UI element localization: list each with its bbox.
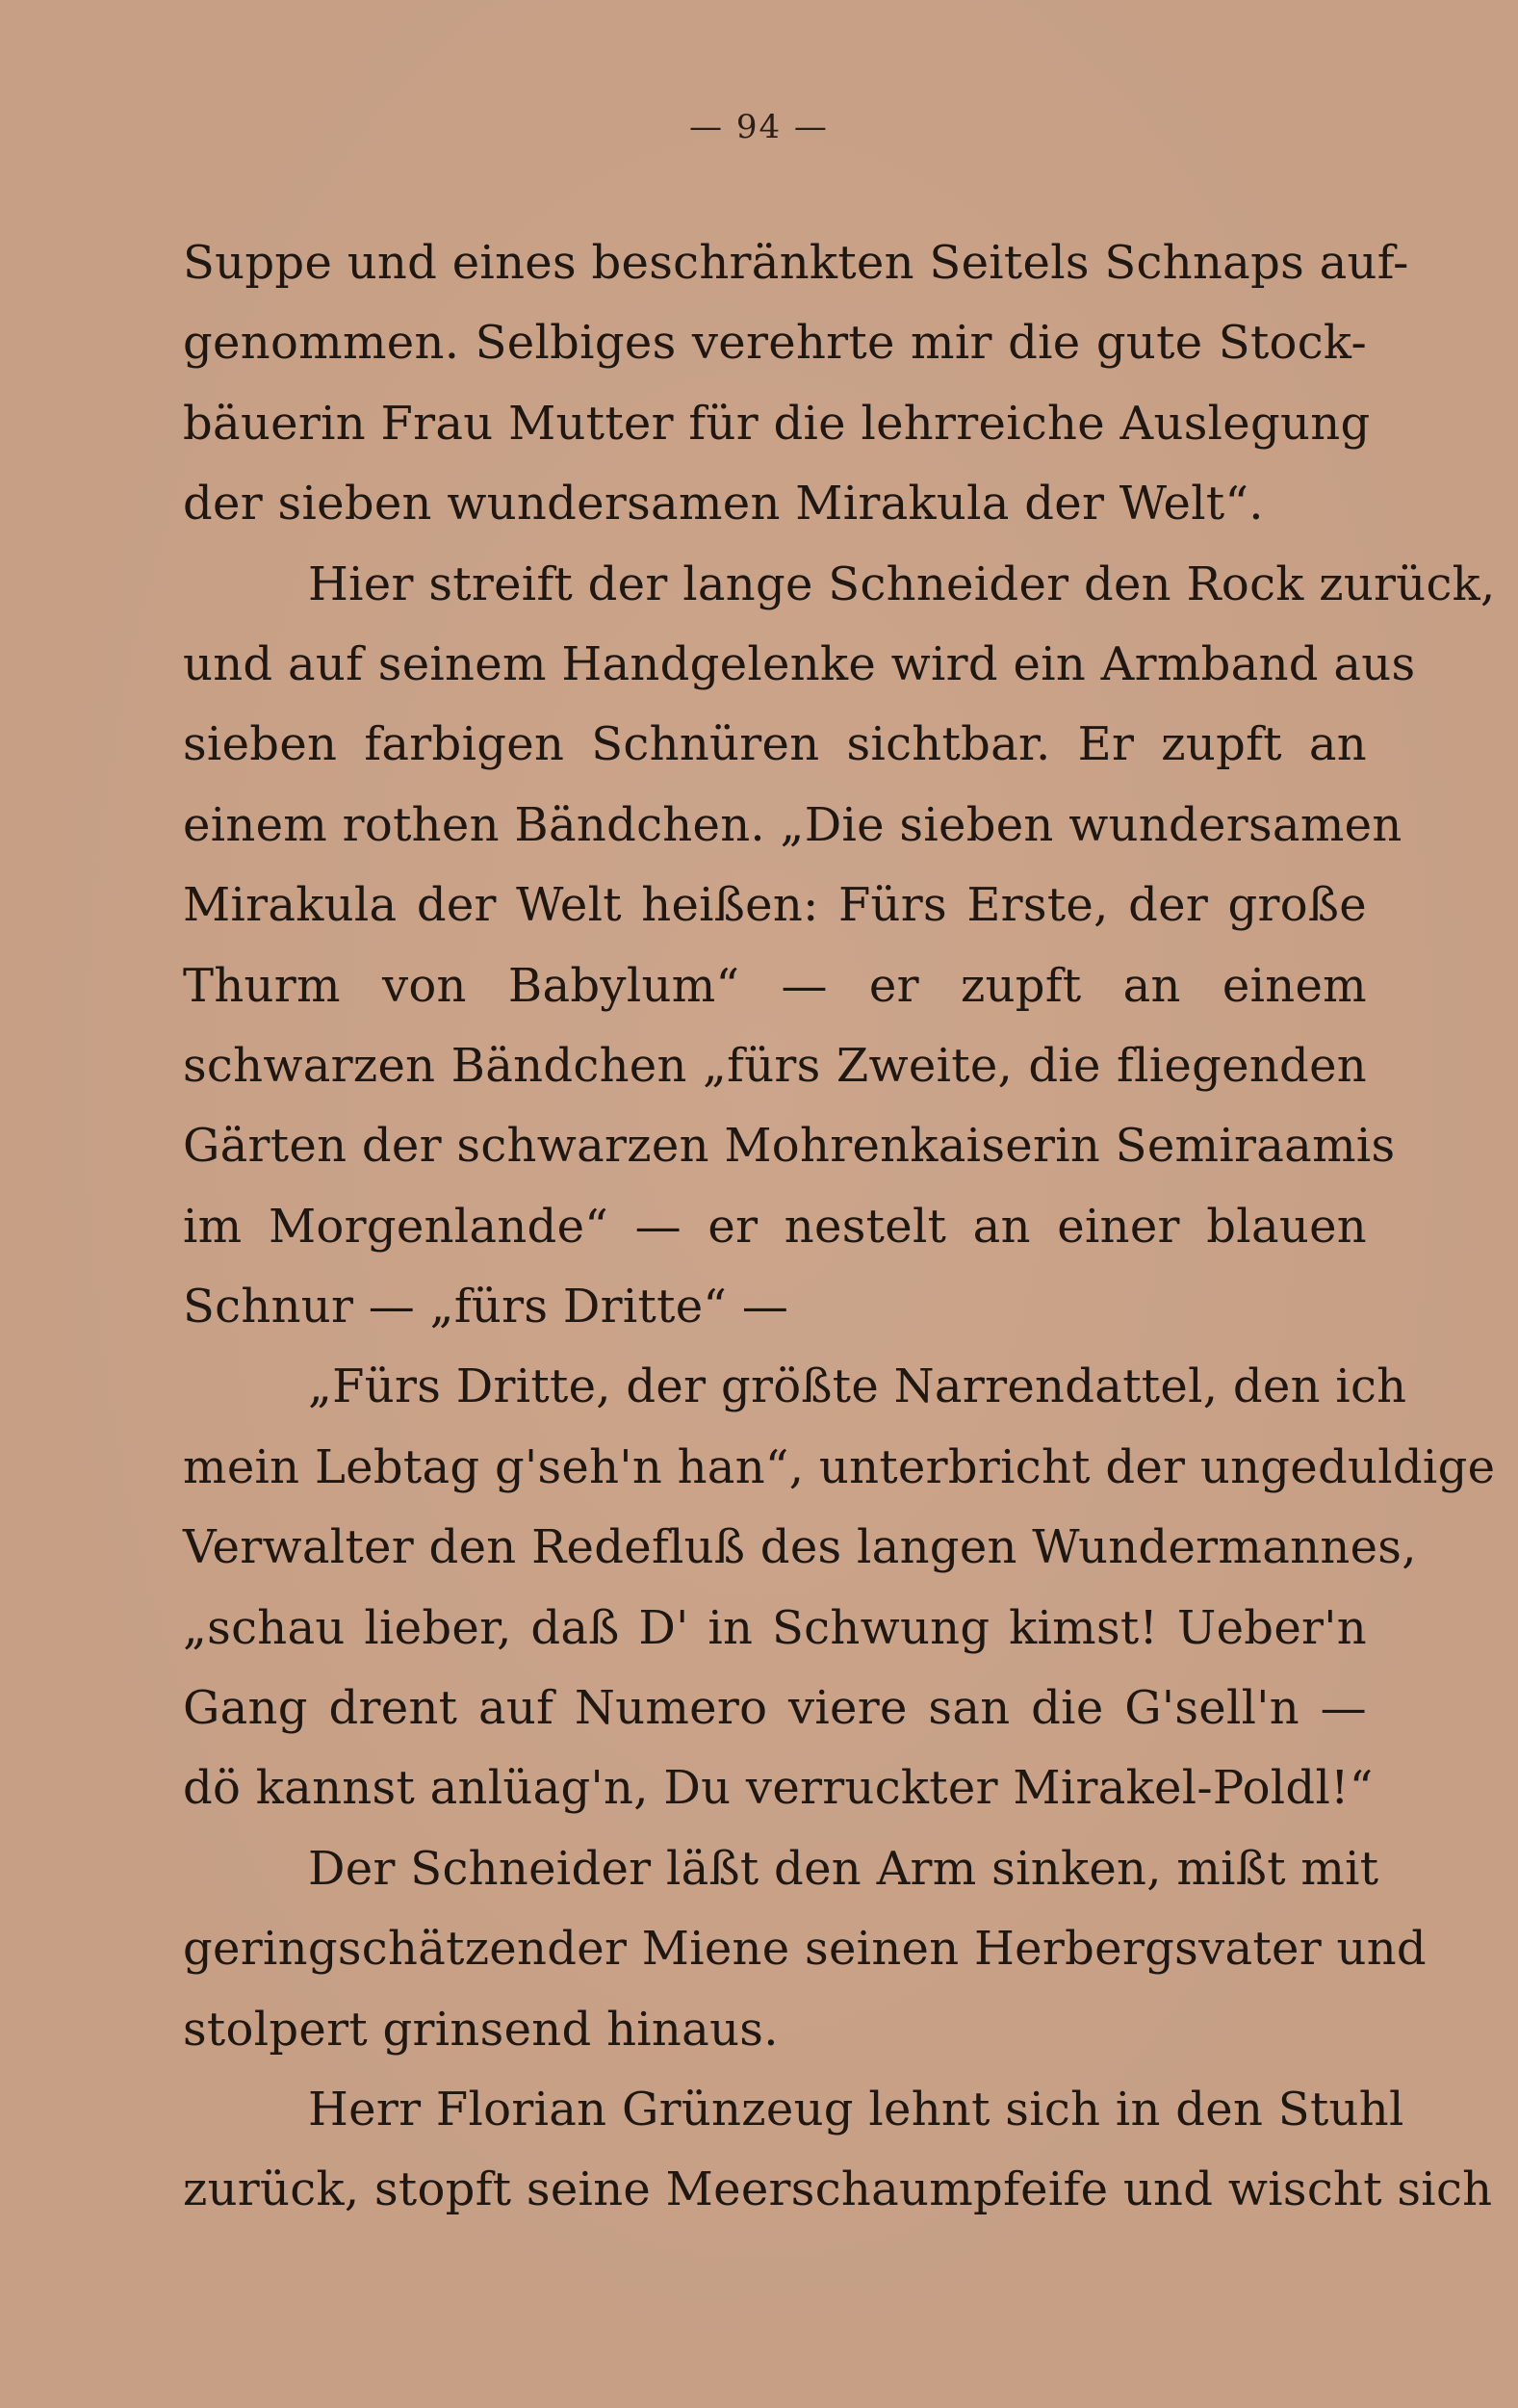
body-text xyxy=(183,223,1496,2231)
text-line: einem rothen Bändchen. „Die sieben wundersamen xyxy=(183,797,1402,852)
text-line: Gang drent auf Numero viere san die G'sell'n — xyxy=(183,1681,1367,1736)
text-line: genommen. Selbiges verehrte mir die gute Stock- xyxy=(183,316,1367,371)
text-line: Suppe und eines beschränkten Seitels Schnaps auf- xyxy=(183,236,1409,290)
paragraph-start-line: Der Schneider läßt den Arm sinken, mißt mit xyxy=(308,1841,1379,1896)
paragraph-start-line: „Fürs Dritte, der größte Narrendattel, den ich xyxy=(308,1359,1407,1414)
text-line: im Morgenlande“ — er nestelt an einer blauen xyxy=(183,1199,1367,1254)
text-line: Schnur — „fürs Dritte“ — xyxy=(183,1280,789,1334)
text-line: Thurm von Babylum“ — er zupft an einem xyxy=(183,958,1367,1013)
text-line: „schau lieber, daß D' in Schwung kimst! Ueber'n xyxy=(183,1600,1367,1655)
text-line: dö kannst anlüag'n, Du verruckter Mirakel-Poldl!“ xyxy=(183,1761,1374,1816)
text-line: schwarzen Bändchen „fürs Zweite, die fliegenden xyxy=(183,1038,1367,1093)
text-line: der sieben wundersamen Mirakula der Welt“. xyxy=(183,477,1264,531)
text-line: Mirakula der Welt heißen: Fürs Erste, der große xyxy=(183,878,1367,933)
text-line: sieben farbigen Schnüren sichtbar. Er zupft an xyxy=(183,717,1367,772)
page-number: — 94 — xyxy=(689,108,829,146)
text-line: und auf seinem Handgelenke wird ein Armband aus xyxy=(183,636,1416,691)
text-line: bäuerin Frau Mutter für die lehrreiche Auslegung xyxy=(183,396,1371,451)
text-line: geringschätzender Miene seinen Herbergsvater und xyxy=(183,1922,1427,1977)
text-line: stolpert grinsend hinaus. xyxy=(183,2002,779,2057)
text-line: zurück, stopft seine Meerschaumpfeife und wischt sich xyxy=(183,2162,1493,2217)
text-line: Gärten der schwarzen Mohrenkaiserin Semiraamis xyxy=(183,1119,1396,1174)
text-line: Verwalter den Redefluß des langen Wundermannes, xyxy=(183,1520,1417,1575)
paragraph-start-line: Herr Florian Grünzeug lehnt sich in den Stuhl xyxy=(308,2082,1404,2136)
text-line: mein Lebtag g'seh'n han“, unterbricht der ungeduldige xyxy=(183,1439,1496,1494)
paragraph-start-line: Hier streift der lange Schneider den Rock zurück, xyxy=(308,557,1496,611)
